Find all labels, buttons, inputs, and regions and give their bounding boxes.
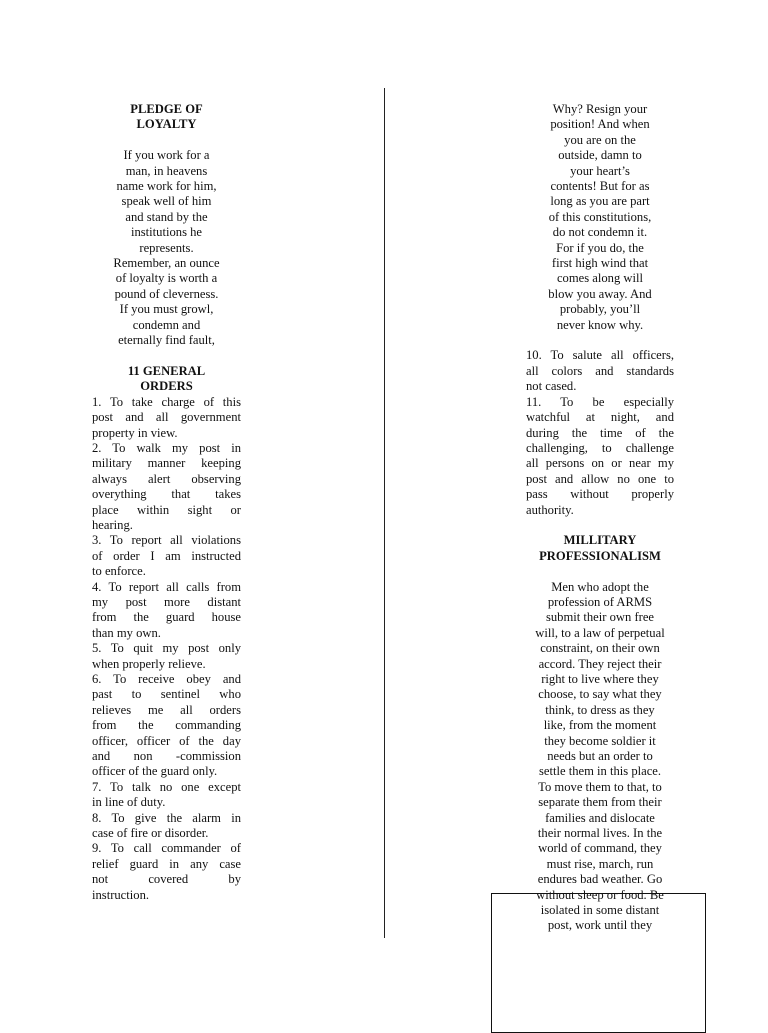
frame-box — [491, 893, 706, 1033]
order-line: during the time of the — [526, 425, 674, 440]
heading-line: ORDERS — [140, 379, 193, 394]
order-line: military manner keeping — [92, 456, 241, 471]
text-line: never know why. — [556, 317, 644, 332]
text-line: like, from the moment — [543, 718, 657, 733]
text-line: position! And when — [550, 117, 650, 132]
order-line: relieves me all orders — [92, 702, 241, 717]
text-line: comes along will — [556, 271, 644, 286]
general-order-item — [92, 580, 241, 642]
text-line: you are on the — [564, 132, 636, 147]
order-line: overything that takes — [92, 487, 241, 502]
text-line: do not condemn it. — [552, 225, 648, 240]
heading-line: LOYALTY — [136, 117, 197, 132]
order-line: in line of duty. — [92, 795, 166, 810]
order-line: 2. To walk my post in — [92, 440, 241, 455]
text-line: eternally find fault, — [118, 333, 215, 348]
general-orders-list — [92, 395, 241, 903]
heading-line: MILLITARY — [563, 533, 637, 548]
general-order-item — [92, 672, 241, 780]
order-line: 6. To receive obey and — [92, 672, 241, 686]
text-line: must rise, march, run — [546, 856, 654, 871]
order-line: all colors and standards — [526, 363, 674, 378]
order-line: 4. To report all calls from — [92, 579, 241, 594]
general-order-item — [92, 641, 241, 672]
general-order-item — [92, 780, 241, 811]
text-line: To move them to that, to — [538, 779, 662, 794]
general-order-item — [92, 811, 241, 842]
general-order-item — [526, 348, 674, 394]
order-line: place within sight or — [92, 502, 241, 517]
order-line: challenging, to challenge — [526, 440, 674, 455]
order-line: not cased. — [526, 379, 577, 394]
text-line: first high wind that — [551, 256, 649, 271]
text-line: isolated in some distant — [540, 903, 660, 918]
general-orders-heading — [92, 364, 241, 395]
order-line: relief guard in any case — [92, 856, 241, 871]
general-order-item — [92, 441, 241, 533]
order-line: from the commanding — [92, 718, 241, 733]
text-line: world of command, they — [538, 841, 662, 856]
text-line: families and dislocate — [545, 810, 655, 825]
order-line: officer, officer of the day — [92, 733, 241, 748]
general-order-item — [92, 533, 241, 579]
text-line: needs but an order to — [547, 749, 653, 764]
text-line: their normal lives. In the — [537, 826, 663, 841]
text-line: outside, damn to — [558, 148, 642, 163]
text-line: they become soldier it — [544, 733, 656, 748]
order-line: instruction. — [92, 887, 150, 902]
order-line: 5. To quit my post only — [92, 641, 241, 656]
order-line: watchful at night, and — [526, 410, 674, 425]
column-divider — [384, 88, 385, 938]
order-line: post and all government — [92, 410, 241, 425]
pledge-heading — [92, 102, 241, 133]
text-line: choose, to say what they — [538, 687, 662, 702]
order-line: 1. To take charge of this — [92, 394, 241, 409]
text-line: Remember, an ounce — [113, 256, 220, 271]
order-line: from the guard house — [92, 610, 241, 625]
text-line: constraint, on their own — [540, 641, 660, 656]
text-line: submit their own free — [545, 610, 655, 625]
professionalism-heading — [526, 533, 674, 564]
order-line: authority. — [526, 502, 574, 517]
order-line: when properly relieve. — [92, 656, 206, 671]
text-line: contents! But for as — [550, 179, 650, 194]
text-line: separate them from their — [538, 795, 662, 810]
text-line: accord. They reject their — [538, 656, 662, 671]
order-line: 9. To call commander of — [92, 841, 241, 856]
order-line: case of fire or disorder. — [92, 826, 209, 841]
text-line: blow you away. And — [548, 286, 652, 301]
order-line: 8. To give the alarm in — [92, 810, 241, 825]
text-line: If you must growl, — [119, 302, 214, 317]
text-line: pound of cleverness. — [114, 286, 219, 301]
order-line: than my own. — [92, 625, 161, 640]
order-line: to enforce. — [92, 564, 146, 579]
order-line: all persons on or near my — [526, 456, 674, 471]
text-line: and stand by the — [125, 209, 208, 224]
text-line: your heart’s — [570, 163, 630, 178]
order-line: post and allow no one to — [526, 471, 674, 486]
order-line: 10. To salute all officers, — [526, 348, 674, 363]
order-line: always alert observing — [92, 471, 241, 486]
right-column — [526, 102, 674, 934]
text-line: of this constitutions, — [548, 209, 652, 224]
professionalism-paragraph — [526, 580, 674, 934]
text-line: settle them in this place. — [538, 764, 662, 779]
text-line: without sleep or food. Be — [536, 887, 664, 902]
heading-line: 11 GENERAL — [127, 363, 206, 378]
text-line: long as you are part — [550, 194, 650, 209]
pledge-paragraph — [92, 148, 241, 348]
order-line: 7. To talk no one except — [92, 779, 241, 794]
text-line: of loyalty is worth a — [115, 271, 218, 286]
text-line: represents. — [139, 240, 194, 255]
order-line: hearing. — [92, 517, 133, 532]
heading-line: PROFESSIONALISM — [539, 548, 661, 563]
text-line: condemn and — [132, 317, 201, 332]
text-line: institutions he — [130, 225, 203, 240]
text-line: If you work for a — [123, 148, 210, 163]
general-order-item — [526, 395, 674, 518]
order-line: not covered by — [92, 872, 241, 887]
order-line: property in view. — [92, 425, 178, 440]
general-order-item — [92, 841, 241, 903]
text-line: name work for him, — [116, 179, 217, 194]
text-line: endures bad weather. Go — [537, 872, 663, 887]
order-line: 3. To report all violations — [92, 533, 241, 548]
left-column — [92, 102, 241, 903]
order-line: my post more distant — [92, 594, 241, 609]
order-line: pass without properly — [526, 487, 674, 502]
text-line: For if you do, the — [556, 240, 644, 255]
text-line: post, work until they — [547, 918, 653, 933]
general-orders-list-continued — [526, 348, 674, 517]
text-line: will, to a law of perpetual — [535, 625, 665, 640]
order-line: and non -commission — [92, 749, 241, 764]
order-line: of order I am instructed — [92, 548, 241, 563]
text-line: Why? Resign your — [552, 102, 648, 116]
text-line: right to live where they — [541, 671, 659, 686]
heading-line: PLEDGE OF — [130, 102, 203, 116]
text-line: man, in heavens — [125, 163, 208, 178]
text-line: profession of ARMS — [547, 594, 653, 609]
text-line: probably, you’ll — [559, 302, 641, 317]
order-line: 11. To be especially — [526, 394, 674, 409]
text-line: speak well of him — [121, 194, 212, 209]
order-line: officer of the guard only. — [92, 764, 218, 779]
text-line: Men who adopt the — [551, 579, 649, 594]
pledge-continued-paragraph — [526, 102, 674, 333]
text-line: think, to dress as they — [545, 702, 655, 717]
general-order-item — [92, 395, 241, 441]
order-line: past to sentinel who — [92, 687, 241, 702]
